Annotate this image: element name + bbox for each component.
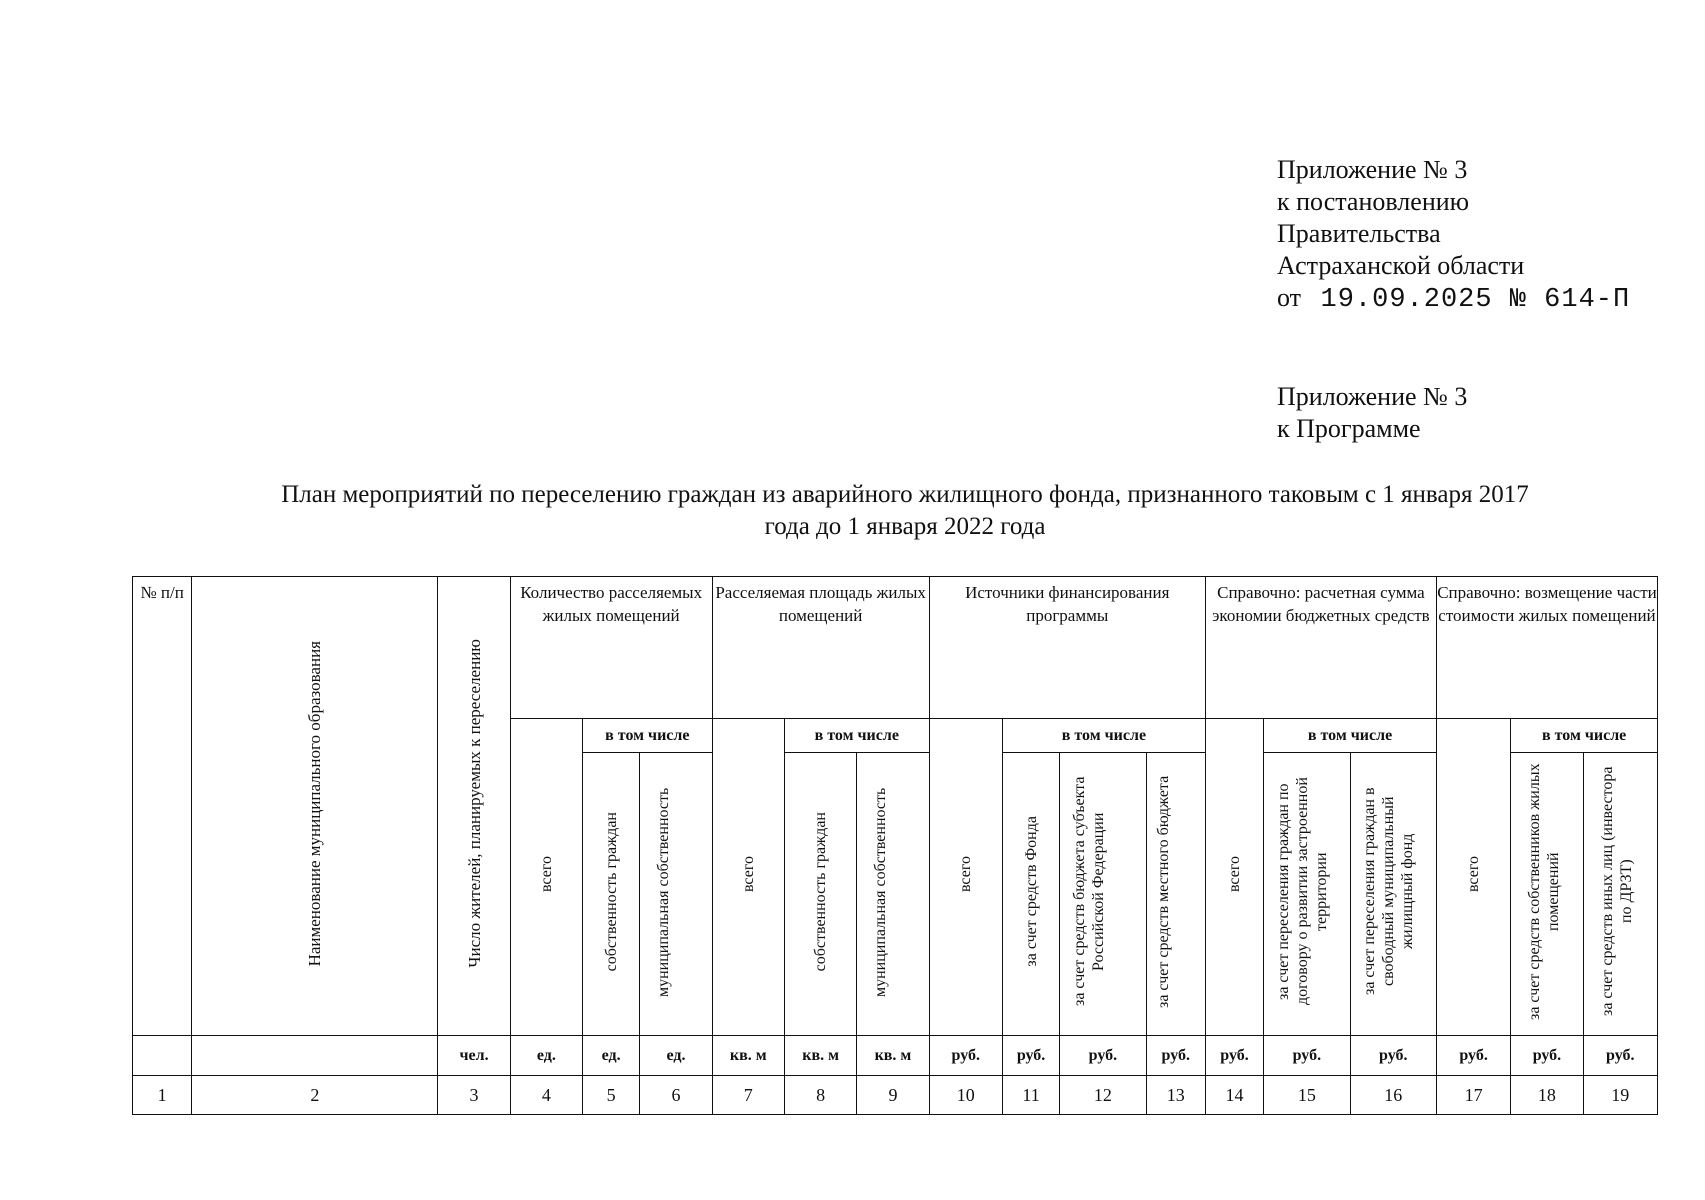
- header-citizens-property: [583, 753, 640, 1036]
- header-financing: Источники финансирования программы: [929, 577, 1205, 719]
- column-number: 13: [1146, 1076, 1205, 1115]
- unit-cell: ед.: [583, 1036, 640, 1076]
- unit-cell: [133, 1036, 192, 1076]
- header-label: собственность граждан: [602, 811, 620, 972]
- unit-cell: кв. м: [784, 1036, 856, 1076]
- header-owners-funds: [1511, 753, 1583, 1036]
- header-label: всего: [1226, 856, 1244, 893]
- appendix-date-line: [1277, 282, 1630, 316]
- unit-cell: руб.: [1511, 1036, 1583, 1076]
- appendix-program-block: [1277, 381, 1467, 445]
- appendix-line: Приложение № 3: [1277, 382, 1468, 411]
- header-label: за счет средств бюджета субъекта Российской Федерации: [1070, 776, 1107, 1007]
- document-title: [170, 479, 1640, 543]
- column-numbers-row: [133, 1076, 1658, 1115]
- appendix-line: Правительства: [1277, 219, 1441, 248]
- header-subject-budget: [1060, 753, 1146, 1036]
- column-number: 4: [510, 1076, 582, 1115]
- header-including: в том числе: [1002, 719, 1205, 753]
- column-number: 8: [784, 1076, 856, 1115]
- header-label: всего: [1465, 856, 1483, 893]
- header-compensation: Справочно: возмещение части стоимости жилых помещений: [1436, 577, 1657, 719]
- appendix-line: к постановлению: [1277, 187, 1470, 216]
- appendix-line: Приложение № 3: [1277, 155, 1468, 184]
- unit-cell: кв. м: [712, 1036, 784, 1076]
- header-num: № п/п: [133, 577, 192, 1036]
- header-other-funds: [1583, 753, 1657, 1036]
- header-municipal-property: [857, 753, 929, 1036]
- date-prefix: от: [1277, 283, 1302, 312]
- unit-cell: руб.: [1002, 1036, 1059, 1076]
- column-number: 15: [1264, 1076, 1350, 1115]
- header-including: в том числе: [1264, 719, 1437, 753]
- unit-cell: руб.: [1264, 1036, 1350, 1076]
- header-fund: [1002, 753, 1059, 1036]
- header-municipal-property: [640, 753, 712, 1036]
- column-number: 11: [1002, 1076, 1059, 1115]
- header-total: [510, 719, 582, 1036]
- column-number: 14: [1205, 1076, 1263, 1115]
- header-label: за счет переселения граждан по договору о развитии застроенной территории: [1274, 777, 1330, 1006]
- column-number: 5: [583, 1076, 640, 1115]
- title-line: года до 1 января 2022 года: [764, 513, 1046, 540]
- header-label: за счет средств иных лиц (инвестора по ДРЗТ): [1599, 766, 1636, 1017]
- header-label: муниципальная собственность: [871, 786, 889, 997]
- header-total: [1205, 719, 1263, 1036]
- header-label: всего: [739, 856, 757, 893]
- title-line: План мероприятий по переселению граждан из аварийного жилищного фонда, признанного таковым с 1 января 2017: [281, 481, 1529, 508]
- column-number: 2: [192, 1076, 438, 1115]
- header-residents: [438, 577, 510, 1036]
- unit-cell: руб.: [1436, 1036, 1510, 1076]
- column-number: 19: [1583, 1076, 1657, 1115]
- header-label: за счет средств собственников жилых помещений: [1525, 763, 1562, 1020]
- column-number: 1: [133, 1076, 192, 1115]
- header-premises-count: Количество расселяемых жилых помещений: [510, 577, 712, 719]
- header-label: за счет переселения граждан в свободный муниципальный жилищный фонд: [1361, 787, 1417, 996]
- column-number: 16: [1350, 1076, 1436, 1115]
- header-savings-contract: [1264, 753, 1350, 1036]
- date-number: 19.09.2025 № 614-П: [1320, 285, 1631, 315]
- header-local-budget: [1146, 753, 1205, 1036]
- header-total: [712, 719, 784, 1036]
- header-savings-free-fund: [1350, 753, 1436, 1036]
- unit-cell: руб.: [1205, 1036, 1263, 1076]
- unit-cell: руб.: [1583, 1036, 1657, 1076]
- unit-cell: чел.: [438, 1036, 510, 1076]
- header-area: Расселяемая площадь жилых помещений: [712, 577, 929, 719]
- unit-cell: руб.: [1350, 1036, 1436, 1076]
- appendix-line: к Программе: [1277, 414, 1421, 443]
- unit-cell: [192, 1036, 438, 1076]
- header-label: Наименование муниципального образования: [305, 640, 325, 967]
- header-total: [1436, 719, 1510, 1036]
- column-number: 9: [857, 1076, 929, 1115]
- header-including: в том числе: [583, 719, 713, 753]
- unit-cell: руб.: [929, 1036, 1002, 1076]
- appendix-resolution-block: [1277, 154, 1630, 316]
- header-label: собственность граждан: [812, 811, 830, 972]
- appendix-line: Астраханской области: [1277, 251, 1525, 280]
- units-row: [133, 1036, 1658, 1076]
- column-number: 12: [1060, 1076, 1146, 1115]
- column-number: 7: [712, 1076, 784, 1115]
- header-label: за счет средств местного бюджета: [1154, 775, 1172, 1008]
- header-label: муниципальная собственность: [654, 786, 672, 997]
- column-number: 10: [929, 1076, 1002, 1115]
- unit-cell: кв. м: [857, 1036, 929, 1076]
- header-total: [929, 719, 1002, 1036]
- header-label: Число жителей, планируемых к переселению: [464, 639, 484, 968]
- column-number: 3: [438, 1076, 510, 1115]
- resettlement-plan-table: [132, 576, 1658, 1115]
- header-label: всего: [537, 856, 555, 893]
- header-label: всего: [957, 856, 975, 893]
- unit-cell: ед.: [510, 1036, 582, 1076]
- header-savings: Справочно: расчетная сумма экономии бюджетных средств: [1205, 577, 1436, 719]
- header-including: в том числе: [1511, 719, 1658, 753]
- header-citizens-property: [784, 753, 856, 1036]
- header-label: за счет средств Фонда: [1022, 816, 1040, 967]
- column-number: 18: [1511, 1076, 1583, 1115]
- unit-cell: руб.: [1146, 1036, 1205, 1076]
- unit-cell: ед.: [640, 1036, 712, 1076]
- header-including: в том числе: [784, 719, 929, 753]
- column-number: 6: [640, 1076, 712, 1115]
- header-municipality: [192, 577, 438, 1036]
- column-number: 17: [1436, 1076, 1510, 1115]
- unit-cell: руб.: [1060, 1036, 1146, 1076]
